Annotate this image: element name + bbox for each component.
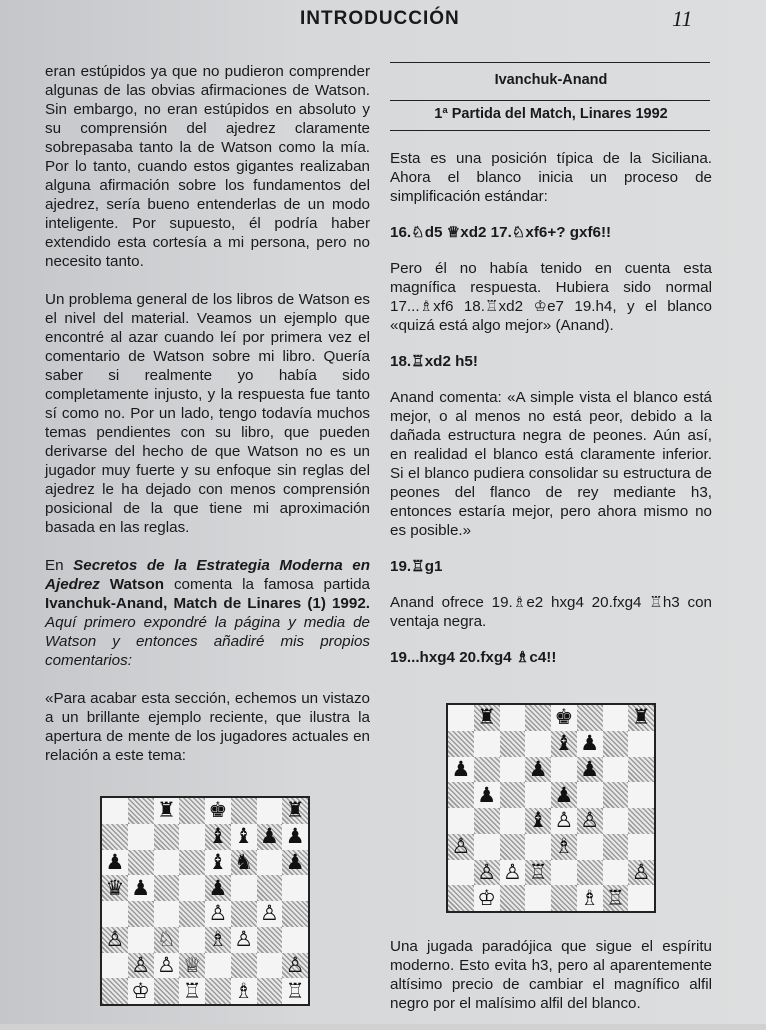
board-square [474, 757, 500, 783]
board-square [102, 901, 128, 927]
text: Aquí primero expondré la página y media de Watson y entonces añadiré mis propios comentarios: [45, 614, 370, 669]
paragraph: Anand ofrece 19.♗e2 hxg4 20.fxg4 ♖h3 con ventaja negra. [390, 594, 712, 630]
black-pawn-icon: ♟ [208, 875, 228, 900]
board-square [551, 834, 577, 860]
board-square [128, 875, 154, 901]
right-column [390, 62, 712, 684]
board-square [205, 850, 231, 876]
board-square [603, 782, 629, 808]
board-square [448, 885, 474, 911]
black-bishop-icon: ♝ [234, 824, 254, 849]
board-square [231, 824, 257, 850]
white-bishop-icon: ♗ [580, 885, 600, 910]
board-square [179, 850, 205, 876]
board-square [179, 901, 205, 927]
white-rook-icon: ♖ [182, 978, 202, 1003]
board-square [128, 978, 154, 1004]
board-square [102, 798, 128, 824]
board-square [102, 953, 128, 979]
white-pawn-icon: ♙ [259, 901, 279, 926]
white-pawn-icon: ♙ [131, 952, 151, 977]
chess-diagram-1 [100, 796, 310, 1006]
board-square [474, 731, 500, 757]
board-square [628, 808, 654, 834]
chess-diagram-2 [446, 703, 656, 913]
board-square [257, 875, 283, 901]
board-square [154, 901, 180, 927]
board-square [551, 885, 577, 911]
board-square [231, 901, 257, 927]
board-square [257, 927, 283, 953]
board-square [282, 798, 308, 824]
board-square [474, 834, 500, 860]
black-pawn-icon: ♟ [477, 782, 497, 807]
board-square [525, 731, 551, 757]
board-square [128, 824, 154, 850]
board-square [128, 798, 154, 824]
page-number: 11 [672, 6, 693, 31]
board-square [231, 875, 257, 901]
white-king-icon: ♔ [131, 978, 151, 1003]
board-square [628, 705, 654, 731]
black-pawn-icon: ♟ [131, 875, 151, 900]
board-square [282, 875, 308, 901]
paragraph: Anand comenta: «A simple vista el blanco está mejor, o al menos no está peor, debido a la dañada estructura negra de peones. Aún así, en realidad el blanco está claramente inferior. Si el blanco pudiera consolidar su estructura de peones del flanco de rey mediante h3, entonces estaría mejor, pero ahora mismo no es posible.» [390, 389, 712, 539]
black-pawn-icon: ♟ [580, 731, 600, 756]
board-square [231, 850, 257, 876]
board-square [551, 757, 577, 783]
paragraph: eran estúpidos ya que no pudieron comprender algunas de las obvias afirmaciones de Watson. Sin embargo, no eran estúpidos en absoluto y su comprensión del ajedrez claramente sobrepasaba tanto la de Watson como la mía. Por lo tanto, cuando estos gigantes realizaban alguna afirmación sobre los fundamentos del ajedrez, sería bueno entenderlas de un modo inteligente. Por supuesto, él podría haber extendido esta cortesía a mi persona, pero no necesito tanto. [45, 63, 370, 270]
white-pawn-icon: ♙ [451, 834, 471, 859]
book-title: Secretos de la Estrategia Moderna en Ajedrez [45, 557, 370, 593]
white-pawn-icon: ♙ [285, 952, 305, 977]
board-square [448, 860, 474, 886]
board-square [205, 927, 231, 953]
board-square [577, 808, 603, 834]
paragraph: Un problema general de los libros de Watson es el nivel del material. Veamos un ejemplo que encontré al azar cuando leí por primera vez el comentario de Watson sobre mi libro. Quería saber si realmente yo había sido completamente injusto, y la respuesta fue tanto sí como no. Por un lado, tengo todavía muchos temas pendientes con su libro, que pueden derivarse del hecho de que Watson no es un jugador muy fuerte y su enfoque sin reglas del ajedrez le ha dejado con menos comprensión posicional de la que tiene mi aproximación basada en las reglas. [45, 291, 370, 536]
white-pawn-icon: ♙ [234, 927, 254, 952]
white-king-icon: ♔ [477, 885, 497, 910]
board-square [474, 782, 500, 808]
white-pawn-icon: ♙ [631, 859, 651, 884]
board-square [257, 798, 283, 824]
board-square [577, 834, 603, 860]
black-pawn-icon: ♟ [554, 782, 574, 807]
divider [390, 130, 710, 131]
board-square [179, 978, 205, 1004]
paragraph: Pero él no había tenido en cuenta esta magnífica respuesta. Hubiera sido normal 17...♗xf6 18.♖xd2 ♔e7 19.h4, y el blanco «quizá está algo mejor» (Anand). [390, 260, 712, 334]
white-queen-icon: ♕ [182, 952, 202, 977]
black-bishop-icon: ♝ [208, 824, 228, 849]
board-square [551, 860, 577, 886]
black-queen-icon: ♛ [105, 875, 125, 900]
board-square [179, 875, 205, 901]
board-square [154, 850, 180, 876]
move-line: 16.♘d5 ♕xd2 17.♘xf6+? gxf6!! [390, 224, 612, 241]
game-title: Ivanchuk-Anand [494, 72, 608, 88]
board-square [500, 885, 526, 911]
board-square [500, 808, 526, 834]
white-pawn-icon: ♙ [156, 952, 176, 977]
board-square [205, 901, 231, 927]
board-square [282, 824, 308, 850]
board-square [448, 705, 474, 731]
board-square [500, 834, 526, 860]
board-square [179, 927, 205, 953]
black-king-icon: ♚ [208, 798, 228, 823]
white-rook-icon: ♖ [285, 978, 305, 1003]
board-square [282, 978, 308, 1004]
divider [390, 100, 710, 101]
board-square [525, 834, 551, 860]
board-square [128, 927, 154, 953]
board-square [282, 901, 308, 927]
board-square [231, 798, 257, 824]
board-square [500, 731, 526, 757]
white-pawn-icon: ♙ [554, 808, 574, 833]
black-pawn-icon: ♟ [259, 824, 279, 849]
black-bishop-icon: ♝ [528, 808, 548, 833]
board-square [628, 834, 654, 860]
text: comenta la famosa partida [164, 576, 370, 593]
board-square [154, 953, 180, 979]
black-pawn-icon: ♟ [451, 756, 471, 781]
board-square [154, 875, 180, 901]
board-square [577, 705, 603, 731]
board-square [102, 824, 128, 850]
board-square [525, 885, 551, 911]
board-square [603, 731, 629, 757]
board-square [205, 953, 231, 979]
board-square [577, 757, 603, 783]
board-square [128, 953, 154, 979]
board-square [231, 953, 257, 979]
white-bishop-icon: ♗ [554, 834, 574, 859]
white-pawn-icon: ♙ [580, 808, 600, 833]
board-square [282, 953, 308, 979]
black-rook-icon: ♜ [285, 798, 305, 823]
board-square [102, 927, 128, 953]
white-bishop-icon: ♗ [208, 927, 228, 952]
board-square [525, 705, 551, 731]
paragraph: Esta es una posición típica de la Siciliana. Ahora el blanco inicia un proceso de simplificación estándar: [390, 150, 712, 205]
board-square [474, 860, 500, 886]
white-rook-icon: ♖ [605, 885, 625, 910]
board-square [603, 705, 629, 731]
black-king-icon: ♚ [554, 705, 574, 730]
board-square [577, 782, 603, 808]
board-square [282, 850, 308, 876]
board-square [128, 850, 154, 876]
board-square [474, 705, 500, 731]
board-square [525, 808, 551, 834]
board-square [102, 850, 128, 876]
board-square [603, 834, 629, 860]
board-square [551, 705, 577, 731]
black-rook-icon: ♜ [156, 798, 176, 823]
black-pawn-icon: ♟ [528, 756, 548, 781]
white-pawn-icon: ♙ [208, 901, 228, 926]
white-pawn-icon: ♙ [477, 859, 497, 884]
move-line: 19...hxg4 20.fxg4 ♗c4!! [390, 649, 557, 666]
board-square [500, 757, 526, 783]
board-square [154, 824, 180, 850]
board-square [628, 757, 654, 783]
board-square [231, 927, 257, 953]
black-pawn-icon: ♟ [105, 849, 125, 874]
black-pawn-icon: ♟ [285, 849, 305, 874]
board-square [179, 824, 205, 850]
game-reference: Ivanchuk-Anand, Match de Linares (1) 1992. [45, 595, 370, 612]
white-pawn-icon: ♙ [105, 927, 125, 952]
board-square [448, 782, 474, 808]
board-square [154, 927, 180, 953]
board-square [179, 798, 205, 824]
board-square [102, 875, 128, 901]
board-square [179, 953, 205, 979]
board-square [525, 782, 551, 808]
divider [390, 62, 710, 63]
text: En [45, 557, 74, 574]
board-square [525, 757, 551, 783]
board-square [282, 927, 308, 953]
board-square [257, 901, 283, 927]
board-square [257, 978, 283, 1004]
board-square [603, 757, 629, 783]
board-square [448, 834, 474, 860]
white-bishop-icon: ♗ [234, 978, 254, 1003]
white-pawn-icon: ♙ [502, 859, 522, 884]
board-square [257, 953, 283, 979]
running-head: INTRODUCCIÓN [300, 8, 460, 29]
board-square [551, 731, 577, 757]
board-square [577, 731, 603, 757]
board-square [154, 798, 180, 824]
board-square [628, 782, 654, 808]
board-square [628, 885, 654, 911]
board-square [205, 978, 231, 1004]
board-square [628, 731, 654, 757]
black-rook-icon: ♜ [477, 705, 497, 730]
board-square [603, 808, 629, 834]
white-rook-icon: ♖ [528, 859, 548, 884]
board-square [603, 885, 629, 911]
board-square [205, 798, 231, 824]
board-square [577, 885, 603, 911]
board-square [257, 824, 283, 850]
move-line: 18.♖xd2 h5! [390, 353, 478, 370]
match-title: 1ª Partida del Match, Linares 1992 [434, 106, 668, 122]
move-line: 19.♖g1 [390, 558, 443, 575]
board-square [500, 860, 526, 886]
board-square [577, 860, 603, 886]
board-square [102, 978, 128, 1004]
black-pawn-icon: ♟ [285, 824, 305, 849]
paragraph: Una jugada paradójica que sigue el espíritu moderno. Esto evita h3, pero al aparentemente altísimo precio de cambiar el magnífico alfil negro por el malísimo alfil del blanco. [390, 938, 712, 1012]
black-knight-icon: ♞ [234, 849, 254, 874]
black-rook-icon: ♜ [631, 705, 651, 730]
board-square [448, 731, 474, 757]
black-bishop-icon: ♝ [208, 849, 228, 874]
paragraph [45, 556, 370, 670]
board-square [128, 901, 154, 927]
author: Watson [99, 576, 165, 593]
left-column [45, 62, 370, 784]
board-square [205, 824, 231, 850]
board-square [448, 808, 474, 834]
board-square [231, 978, 257, 1004]
board-square [257, 850, 283, 876]
board-square [551, 808, 577, 834]
board-square [474, 885, 500, 911]
board-square [500, 705, 526, 731]
board-square [551, 782, 577, 808]
board-square [603, 860, 629, 886]
board-square [448, 757, 474, 783]
board-square [525, 860, 551, 886]
board-square [154, 978, 180, 1004]
right-column-bottom [390, 937, 712, 1030]
black-pawn-icon: ♟ [580, 756, 600, 781]
black-bishop-icon: ♝ [554, 731, 574, 756]
page-header [0, 6, 766, 34]
board-square [205, 875, 231, 901]
white-knight-icon: ♘ [156, 927, 176, 952]
board-square [474, 808, 500, 834]
board-square [628, 860, 654, 886]
board-square [500, 782, 526, 808]
quote-paragraph: «Para acabar esta sección, echemos un vistazo a un brillante ejemplo reciente, que ilustra la apertura de mente de los jugadores actuales en relación a este tema: [45, 690, 370, 764]
